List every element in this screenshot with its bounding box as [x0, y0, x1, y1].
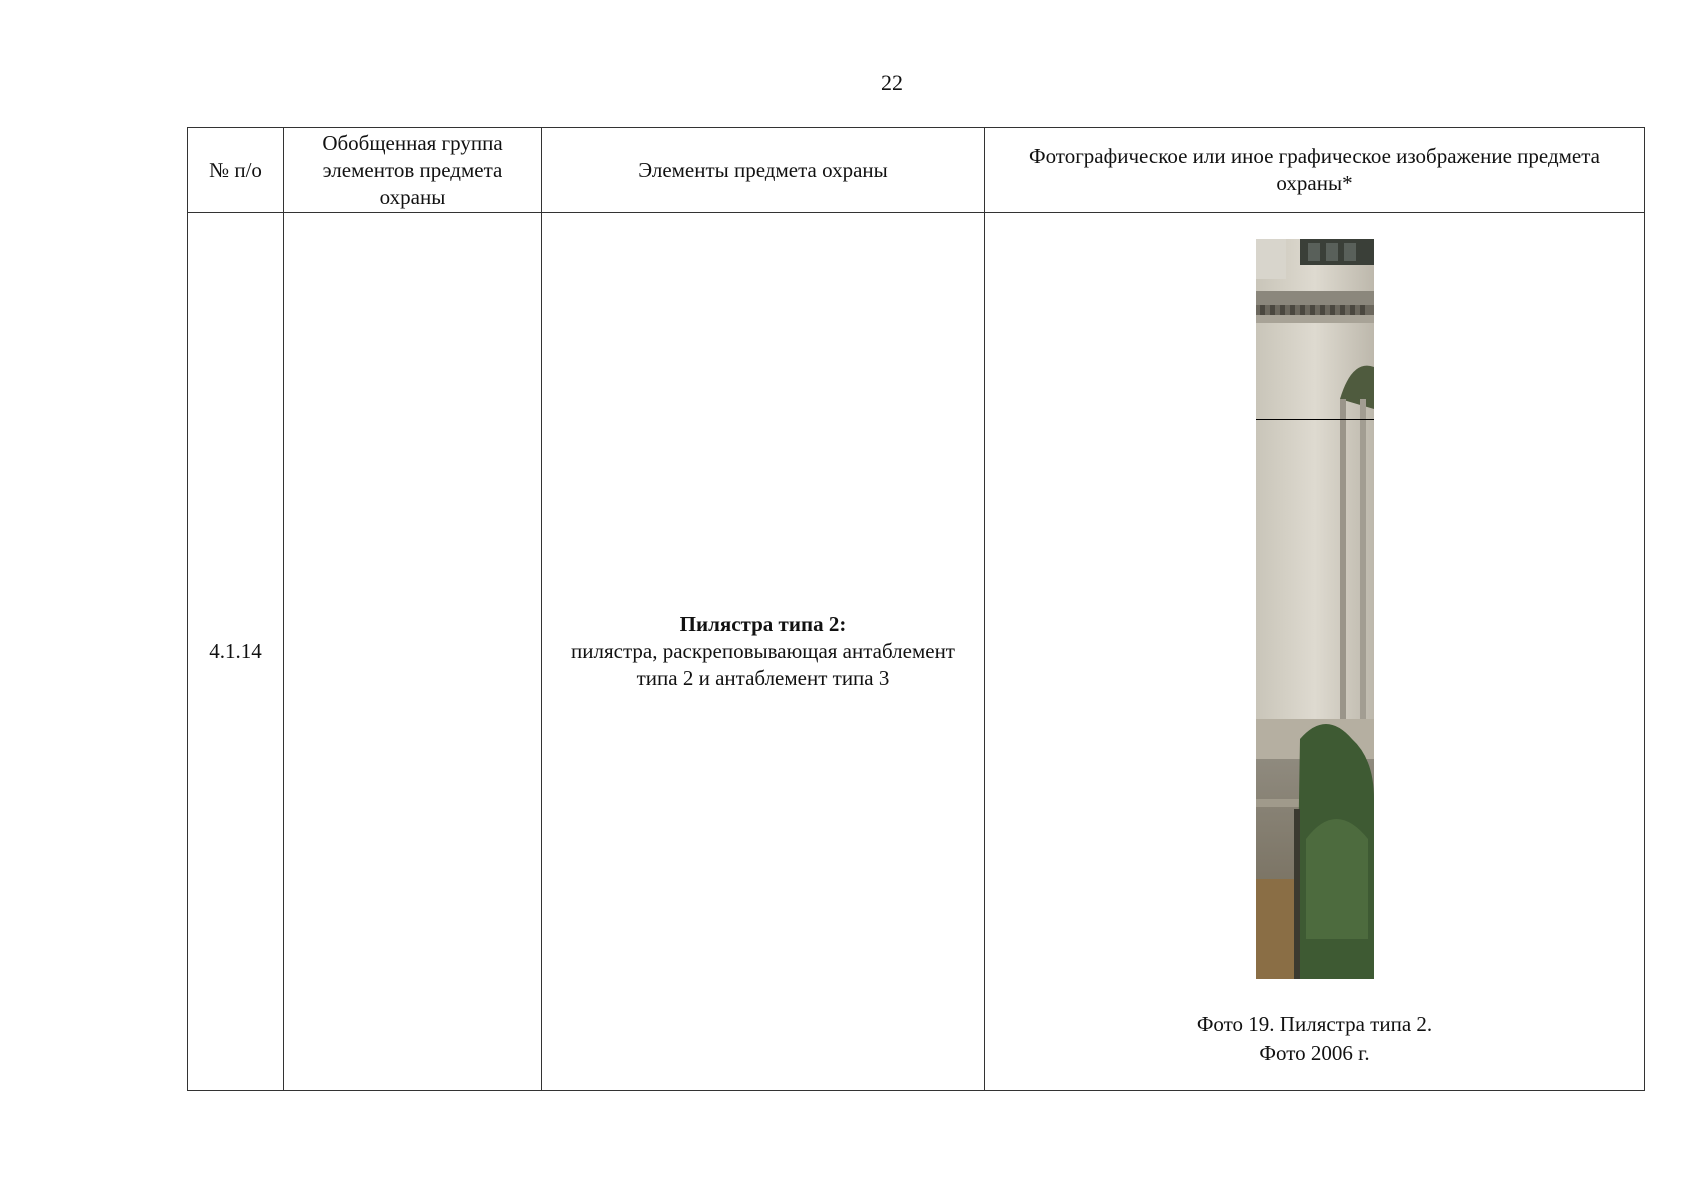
element-description: пилястра, раскреповывающая антаблемент типа 2 и антаблемент типа 3 — [571, 639, 955, 690]
page-number: 22 — [881, 70, 903, 95]
building-photo-icon — [1256, 239, 1374, 979]
photo-caption — [985, 1010, 1644, 1068]
table-header-row — [188, 128, 1645, 213]
element-title: Пилястра типа 2: — [679, 612, 847, 636]
row-group — [284, 213, 542, 1091]
row-elements — [542, 213, 985, 1091]
row-photo — [985, 213, 1645, 1091]
caption-line-2: Фото 2006 г. — [1259, 1041, 1370, 1065]
header-num: № п/о — [188, 128, 284, 213]
row-num: 4.1.14 — [188, 213, 284, 1091]
table-row — [188, 213, 1645, 1091]
header-elements: Элементы предмета охраны — [542, 128, 985, 213]
header-photo: Фотографическое или иное графическое изображение предмета охраны* — [985, 128, 1645, 213]
caption-line-1: Фото 19. Пилястра типа 2. — [1196, 1012, 1433, 1036]
protection-table — [187, 127, 1645, 1091]
header-group: Обобщенная группа элементов предмета охраны — [284, 128, 542, 213]
